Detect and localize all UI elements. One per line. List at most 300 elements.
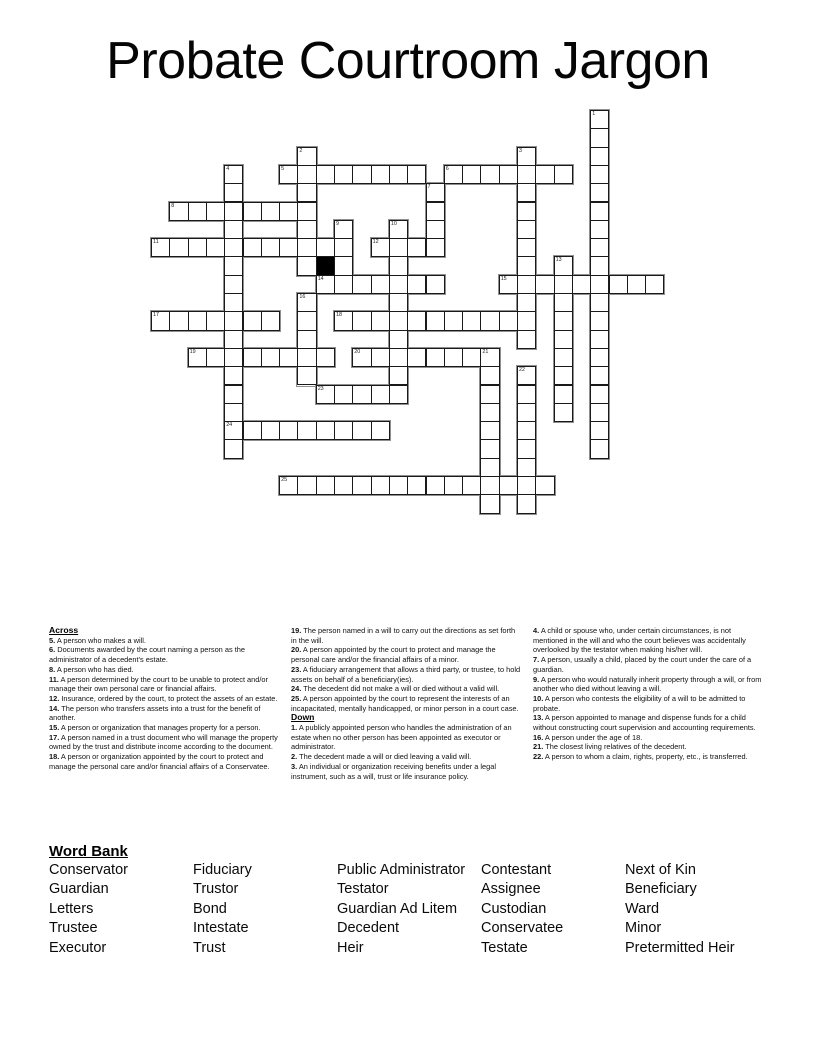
grid-cell[interactable] <box>462 311 481 330</box>
grid-cell[interactable] <box>224 238 243 257</box>
grid-cell[interactable] <box>554 403 573 422</box>
cell-number: 18 <box>336 312 342 319</box>
cell-number: 22 <box>519 367 525 374</box>
grid-cell[interactable] <box>297 256 316 275</box>
cell-number: 3 <box>519 147 522 154</box>
grid-cell[interactable] <box>480 439 499 458</box>
crossword-grid <box>151 110 671 520</box>
word-bank-item: Guardian Ad Litem <box>337 900 458 917</box>
grid-cell[interactable] <box>206 202 225 221</box>
grid-cell[interactable] <box>297 293 316 312</box>
grid-cell[interactable] <box>224 330 243 349</box>
clue-number-label: 13. <box>533 713 544 723</box>
word-bank-item: Testator <box>337 881 389 898</box>
grid-cell[interactable] <box>590 110 609 129</box>
blocked-cell <box>316 256 335 275</box>
clue-number-label: 20. <box>291 645 302 655</box>
grid-cell[interactable] <box>206 348 225 367</box>
clue-column-3 <box>533 626 763 762</box>
grid-cell[interactable] <box>554 311 573 330</box>
grid-cell[interactable] <box>517 421 536 440</box>
grid-cell[interactable] <box>188 348 207 367</box>
grid-cell[interactable] <box>297 348 316 367</box>
clue-down-9: 9. A person who would naturally inherit property through a will, or from another who died without leaving a will. <box>533 674 762 694</box>
grid-cell[interactable] <box>224 256 243 275</box>
grid-cell[interactable] <box>389 256 408 275</box>
grid-cell[interactable] <box>224 165 243 184</box>
clue-number-label: 19. <box>291 626 302 635</box>
cell-number: 21 <box>482 348 489 355</box>
clue-across-11: 11. A person determined by the court to be unable to protect and/or manage their own personal care or financial affairs. <box>49 674 269 694</box>
grid-cell[interactable] <box>499 165 518 184</box>
grid-cell[interactable] <box>645 275 664 294</box>
grid-cell[interactable] <box>371 238 390 257</box>
grid-cell[interactable] <box>279 476 298 495</box>
grid-cell[interactable] <box>407 238 426 257</box>
clue-number-label: 25. <box>291 693 302 703</box>
grid-cell[interactable] <box>517 439 536 458</box>
grid-cell[interactable] <box>334 385 353 404</box>
grid-cell[interactable] <box>554 348 573 367</box>
down-heading: Down <box>291 712 315 723</box>
grid-cell[interactable] <box>169 311 188 330</box>
clue-number-label: 12. <box>49 693 60 703</box>
grid-cell[interactable] <box>444 476 463 495</box>
grid-cell[interactable] <box>334 238 353 257</box>
grid-cell[interactable] <box>480 366 499 385</box>
grid-cell[interactable] <box>316 385 335 404</box>
word-bank-item: Heir <box>337 939 364 956</box>
grid-cell[interactable] <box>426 476 445 495</box>
grid-cell[interactable] <box>590 183 609 202</box>
grid-cell[interactable] <box>169 202 188 221</box>
grid-cell[interactable] <box>590 330 609 349</box>
grid-cell[interactable] <box>297 202 316 221</box>
grid-cell[interactable] <box>480 403 499 422</box>
cell-number: 1 <box>592 111 596 117</box>
clue-down-7: 7. A person, usually a child, placed by the court under the care of a guardian. <box>533 655 752 674</box>
word-bank-item: Conservator <box>49 862 128 878</box>
grid-cell[interactable] <box>517 403 536 422</box>
grid-cell[interactable] <box>389 385 408 404</box>
grid-cell[interactable] <box>499 275 518 294</box>
clue-column-2 <box>291 626 521 781</box>
cell-number: 17 <box>153 312 159 319</box>
grid-cell[interactable] <box>590 165 609 184</box>
clue-number-label: 16. <box>533 732 544 742</box>
word-bank-heading: Word Bank <box>49 843 128 860</box>
grid-cell[interactable] <box>371 348 390 367</box>
clue-across-23: 23. A fiduciary arrangement that allows a third party, or trustee, to hold assets on behalf of a beneficiary(ies). <box>291 664 521 684</box>
grid-cell[interactable] <box>352 421 371 440</box>
clue-down-4: 4. A child or spouse who, under certain circumstances, is not mentioned in the will and who the court believes was accidentally overlooked by the testator when making his/her will. <box>533 626 746 655</box>
grid-cell[interactable] <box>297 165 316 184</box>
word-bank-item: Ward <box>625 900 660 917</box>
grid-cell[interactable] <box>169 238 188 257</box>
cell-number: 14 <box>317 275 324 282</box>
clue-number-label: 7. <box>533 655 540 665</box>
word-bank-item: Pretermitted Heir <box>625 939 735 956</box>
grid-cell[interactable] <box>334 275 353 294</box>
grid-cell[interactable] <box>499 476 518 495</box>
grid-cell[interactable] <box>297 183 316 202</box>
grid-cell[interactable] <box>224 348 243 367</box>
cell-number: 12 <box>372 239 379 246</box>
clue-across-20: 20. A person appointed by the court to protect and manage the personal care and/or the financial affairs of a minor. <box>291 645 496 665</box>
cell-number: 20 <box>354 348 361 355</box>
cell-number: 4 <box>226 165 230 172</box>
clue-number-label: 5. <box>49 635 56 645</box>
grid-cell[interactable] <box>334 311 353 330</box>
grid-cell[interactable] <box>389 238 408 257</box>
grid-cell[interactable] <box>554 275 573 294</box>
grid-cell[interactable] <box>316 421 335 440</box>
word-bank-item: Trustor <box>193 881 239 898</box>
grid-cell[interactable] <box>297 147 316 166</box>
grid-cell[interactable] <box>554 256 573 275</box>
grid-cell[interactable] <box>352 476 371 495</box>
grid-cell[interactable] <box>480 494 499 513</box>
grid-cell[interactable] <box>279 348 298 367</box>
grid-cell[interactable] <box>517 385 536 404</box>
grid-cell[interactable] <box>188 311 207 330</box>
clue-number-label: 17. <box>49 732 60 742</box>
grid-cell[interactable] <box>590 403 609 422</box>
word-bank-item: Testate <box>481 939 528 956</box>
grid-cell[interactable] <box>371 476 390 495</box>
cell-number: 6 <box>445 165 449 172</box>
grid-cell[interactable] <box>590 366 609 385</box>
cell-number: 5 <box>281 165 285 172</box>
clue-number-label: 15. <box>49 723 60 733</box>
grid-cell[interactable] <box>480 348 499 367</box>
grid-cell[interactable] <box>316 476 335 495</box>
grid-cell[interactable] <box>224 311 243 330</box>
grid-cell[interactable] <box>352 165 371 184</box>
grid-cell[interactable] <box>590 421 609 440</box>
grid-cell[interactable] <box>297 421 316 440</box>
grid-cell[interactable] <box>426 202 445 221</box>
grid-cell[interactable] <box>590 439 609 458</box>
grid-cell[interactable] <box>389 348 408 367</box>
grid-cell[interactable] <box>224 293 243 312</box>
cell-number: 13 <box>555 257 562 264</box>
cell-number: 9 <box>336 220 339 227</box>
word-bank-item: Minor <box>625 920 662 937</box>
grid-cell[interactable] <box>462 165 481 184</box>
word-bank-item: Custodian <box>481 900 547 917</box>
grid-cell[interactable] <box>243 421 262 440</box>
grid-cell[interactable] <box>243 348 262 367</box>
grid-cell[interactable] <box>517 366 536 385</box>
grid-cell[interactable] <box>407 311 426 330</box>
page-title: Probate Courtroom Jargon <box>106 32 710 90</box>
word-bank-list <box>49 862 769 959</box>
grid-cell[interactable] <box>407 476 426 495</box>
grid-cell[interactable] <box>243 202 262 221</box>
grid-cell[interactable] <box>297 238 316 257</box>
clue-number-label: 24. <box>291 684 302 694</box>
clue-number-label: 22. <box>533 752 544 762</box>
grid-cell[interactable] <box>407 275 426 294</box>
grid-cell[interactable] <box>151 311 170 330</box>
word-bank-item: Decedent <box>337 920 400 937</box>
clue-number-label: 10. <box>533 693 544 703</box>
clue-number-label: 21. <box>533 742 544 752</box>
grid-cell[interactable] <box>590 311 609 330</box>
clue-down-13: 13. A person appointed to manage and dispense funds for a child without constructing court supervision and accounting requirements. <box>533 713 756 733</box>
grid-cell[interactable] <box>352 348 371 367</box>
grid-cell[interactable] <box>590 128 609 147</box>
clue-across-14: 14. The person who transfers assets into a trust for the benefit of another. <box>49 703 261 723</box>
grid-cell[interactable] <box>517 476 536 495</box>
grid-cell[interactable] <box>517 458 536 477</box>
grid-cell[interactable] <box>352 275 371 294</box>
grid-cell[interactable] <box>334 165 353 184</box>
grid-cell[interactable] <box>517 202 536 221</box>
clue-down-22: 22. A person to whom a claim, rights, property, etc., is transferred. <box>533 752 748 762</box>
grid-cell[interactable] <box>334 421 353 440</box>
word-bank-item: Contestant <box>481 862 552 878</box>
grid-cell[interactable] <box>444 165 463 184</box>
grid-cell[interactable] <box>389 366 408 385</box>
grid-cell[interactable] <box>517 293 536 312</box>
grid-cell[interactable] <box>352 385 371 404</box>
grid-cell[interactable] <box>480 421 499 440</box>
grid-cell[interactable] <box>590 293 609 312</box>
word-bank-item: Letters <box>49 900 94 917</box>
grid-cell[interactable] <box>297 330 316 349</box>
grid-cell[interactable] <box>590 348 609 367</box>
grid-cell[interactable] <box>371 275 390 294</box>
grid-cell[interactable] <box>480 476 499 495</box>
word-bank-item: Trustee <box>49 920 98 937</box>
grid-cell[interactable] <box>371 421 390 440</box>
clue-across-17: 17. A person named in a trust document who will manage the property owned by the trust and distribute income according to the document. <box>49 732 278 752</box>
grid-cell[interactable] <box>389 476 408 495</box>
grid-cell[interactable] <box>609 275 628 294</box>
grid-cell[interactable] <box>480 311 499 330</box>
word-bank-item: Beneficiary <box>625 881 697 898</box>
word-bank-item: Bond <box>193 900 227 917</box>
grid-cell[interactable] <box>389 293 408 312</box>
clue-down-3: 3. An individual or organization receiving benefits under a legal instrument, such as a will, trust or life insurance policy. <box>291 761 497 781</box>
grid-cell[interactable] <box>462 348 481 367</box>
grid-cell[interactable] <box>517 311 536 330</box>
clue-column-1 <box>49 626 279 772</box>
grid-cell[interactable] <box>572 275 591 294</box>
grid-cell[interactable] <box>480 385 499 404</box>
grid-cell[interactable] <box>444 348 463 367</box>
grid-cell[interactable] <box>590 385 609 404</box>
clue-number-label: 14. <box>49 703 60 713</box>
cell-number: 11 <box>153 239 159 246</box>
grid-cell[interactable] <box>224 366 243 385</box>
cell-number: 16 <box>299 294 306 300</box>
grid-cell[interactable] <box>590 220 609 239</box>
grid-cell[interactable] <box>279 421 298 440</box>
grid-cell[interactable] <box>279 202 298 221</box>
grid-cell[interactable] <box>517 256 536 275</box>
grid-cell[interactable] <box>297 366 316 385</box>
grid-cell[interactable] <box>426 220 445 239</box>
cell-number: 23 <box>317 385 324 392</box>
grid-cell[interactable] <box>554 366 573 385</box>
grid-cell[interactable] <box>371 311 390 330</box>
grid-cell[interactable] <box>224 403 243 422</box>
grid-cell[interactable] <box>316 348 335 367</box>
grid-cell[interactable] <box>371 165 390 184</box>
grid-cell[interactable] <box>334 476 353 495</box>
grid-cell[interactable] <box>627 275 646 294</box>
grid-cell[interactable] <box>243 311 262 330</box>
grid-cell[interactable] <box>316 238 335 257</box>
grid-cell[interactable] <box>389 275 408 294</box>
grid-cell[interactable] <box>499 311 518 330</box>
grid-cell[interactable] <box>261 421 280 440</box>
across-heading: Across <box>49 625 79 635</box>
grid-cell[interactable] <box>517 330 536 349</box>
clue-across-5: 5. A person who makes a will. <box>49 635 146 645</box>
grid-cell[interactable] <box>517 220 536 239</box>
clue-number-label: 2. <box>291 752 298 762</box>
grid-cell[interactable] <box>224 183 243 202</box>
word-bank-item: Public Administrator <box>337 862 466 878</box>
grid-cell[interactable] <box>426 238 445 257</box>
grid-cell[interactable] <box>261 202 280 221</box>
clue-number-label: 8. <box>49 664 56 674</box>
grid-cell[interactable] <box>517 165 536 184</box>
grid-cell[interactable] <box>297 311 316 330</box>
cell-number: 2 <box>299 147 303 154</box>
clue-down-21: 21. The closest living relatives of the decedent. <box>533 742 687 752</box>
clue-number-label: 18. <box>49 752 60 762</box>
grid-cell[interactable] <box>334 256 353 275</box>
grid-cell[interactable] <box>224 202 243 221</box>
word-bank-item: Guardian <box>49 881 109 898</box>
grid-cell[interactable] <box>188 202 207 221</box>
clue-number-label: 6. <box>49 645 56 655</box>
clue-across-15: 15. A person or organization that manages property for a person. <box>49 723 261 733</box>
word-bank-item: Assignee <box>481 881 541 898</box>
grid-cell[interactable] <box>151 238 170 257</box>
grid-cell[interactable] <box>426 348 445 367</box>
grid-cell[interactable] <box>535 165 554 184</box>
grid-cell[interactable] <box>444 311 463 330</box>
grid-cell[interactable] <box>590 202 609 221</box>
grid-cell[interactable] <box>279 165 298 184</box>
clue-down-10: 10. A person who contests the eligibility of a will to be admitted to probate. <box>533 693 746 713</box>
grid-cell[interactable] <box>261 238 280 257</box>
grid-cell[interactable] <box>206 311 225 330</box>
clue-across-6: 6. Documents awarded by the court naming a person as the administrator of a decedent's estate. <box>49 645 245 665</box>
grid-cell[interactable] <box>224 385 243 404</box>
clue-down-16: 16. A person under the age of 18. <box>533 732 643 742</box>
grid-cell[interactable] <box>224 220 243 239</box>
clue-down-2: 2. The decedent made a will or died leaving a valid will. <box>291 752 472 762</box>
grid-cell[interactable] <box>554 385 573 404</box>
grid-cell[interactable] <box>261 311 280 330</box>
grid-cell[interactable] <box>426 311 445 330</box>
grid-cell[interactable] <box>224 439 243 458</box>
grid-cell[interactable] <box>517 147 536 166</box>
clue-number-label: 11. <box>49 674 59 684</box>
clue-number-label: 1. <box>291 723 298 733</box>
grid-cell[interactable] <box>389 330 408 349</box>
cell-number: 7 <box>427 184 431 191</box>
word-bank-item: Executor <box>49 939 107 956</box>
grid-cell[interactable] <box>261 348 280 367</box>
grid-cell[interactable] <box>389 311 408 330</box>
clue-number-label: 9. <box>533 674 540 684</box>
grid-cell[interactable] <box>316 165 335 184</box>
clue-across-19: 19. The person named in a will to carry out the directions as set forth in the will. <box>291 626 516 645</box>
clue-across-8: 8. A person who has died. <box>49 664 134 674</box>
grid-cell[interactable] <box>554 293 573 312</box>
grid-cell[interactable] <box>426 183 445 202</box>
word-bank-item: Next of Kin <box>625 862 696 878</box>
clue-number-label: 4. <box>533 626 540 635</box>
cell-number: 19 <box>189 348 196 355</box>
grid-cell[interactable] <box>517 275 536 294</box>
word-bank-item: Intestate <box>193 920 249 937</box>
grid-cell[interactable] <box>554 165 573 184</box>
cell-number: 25 <box>281 477 288 483</box>
clue-across-25: 25. A person appointed by the court to represent the interests of an incapacitated, mentally handicapped, or minor person in a court case. <box>291 693 519 713</box>
grid-cell[interactable] <box>297 476 316 495</box>
grid-cell[interactable] <box>407 348 426 367</box>
grid-cell[interactable] <box>371 385 390 404</box>
grid-cell[interactable] <box>224 275 243 294</box>
grid-cell[interactable] <box>517 183 536 202</box>
grid-cell[interactable] <box>517 494 536 513</box>
grid-cell[interactable] <box>188 238 207 257</box>
grid-cell[interactable] <box>334 220 353 239</box>
grid-cell[interactable] <box>224 421 243 440</box>
cell-number: 10 <box>390 220 397 227</box>
clue-number-label: 23. <box>291 664 302 674</box>
grid-cell[interactable] <box>279 238 298 257</box>
grid-cell[interactable] <box>554 330 573 349</box>
grid-cell[interactable] <box>590 238 609 257</box>
word-bank-item: Fiduciary <box>193 862 252 878</box>
grid-cell[interactable] <box>352 311 371 330</box>
grid-cell[interactable] <box>426 275 445 294</box>
grid-cell[interactable] <box>535 476 554 495</box>
grid-cell[interactable] <box>297 220 316 239</box>
grid-cell[interactable] <box>590 147 609 166</box>
grid-cell[interactable] <box>243 238 262 257</box>
grid-cell[interactable] <box>389 220 408 239</box>
grid-cell[interactable] <box>462 476 481 495</box>
grid-cell[interactable] <box>480 458 499 477</box>
grid-cell[interactable] <box>316 275 335 294</box>
grid-cell[interactable] <box>535 275 554 294</box>
clue-number-label: 3. <box>291 761 298 771</box>
word-bank-item: Trust <box>193 939 226 956</box>
grid-cell[interactable] <box>206 238 225 257</box>
word-bank-item: Conservatee <box>481 920 564 937</box>
grid-cell[interactable] <box>480 165 499 184</box>
grid-cell[interactable] <box>590 256 609 275</box>
clue-across-12: 12. Insurance, ordered by the court, to protect the assets of an estate. <box>49 693 278 703</box>
clue-down-1: 1. A publicly appointed person who handles the administration of an estate when no other person has been appointed as executor or administrator. <box>291 723 512 752</box>
grid-cell[interactable] <box>590 275 609 294</box>
grid-cell[interactable] <box>407 165 426 184</box>
cell-number: 15 <box>500 275 507 282</box>
grid-cell[interactable] <box>389 165 408 184</box>
grid-cell[interactable] <box>517 238 536 257</box>
